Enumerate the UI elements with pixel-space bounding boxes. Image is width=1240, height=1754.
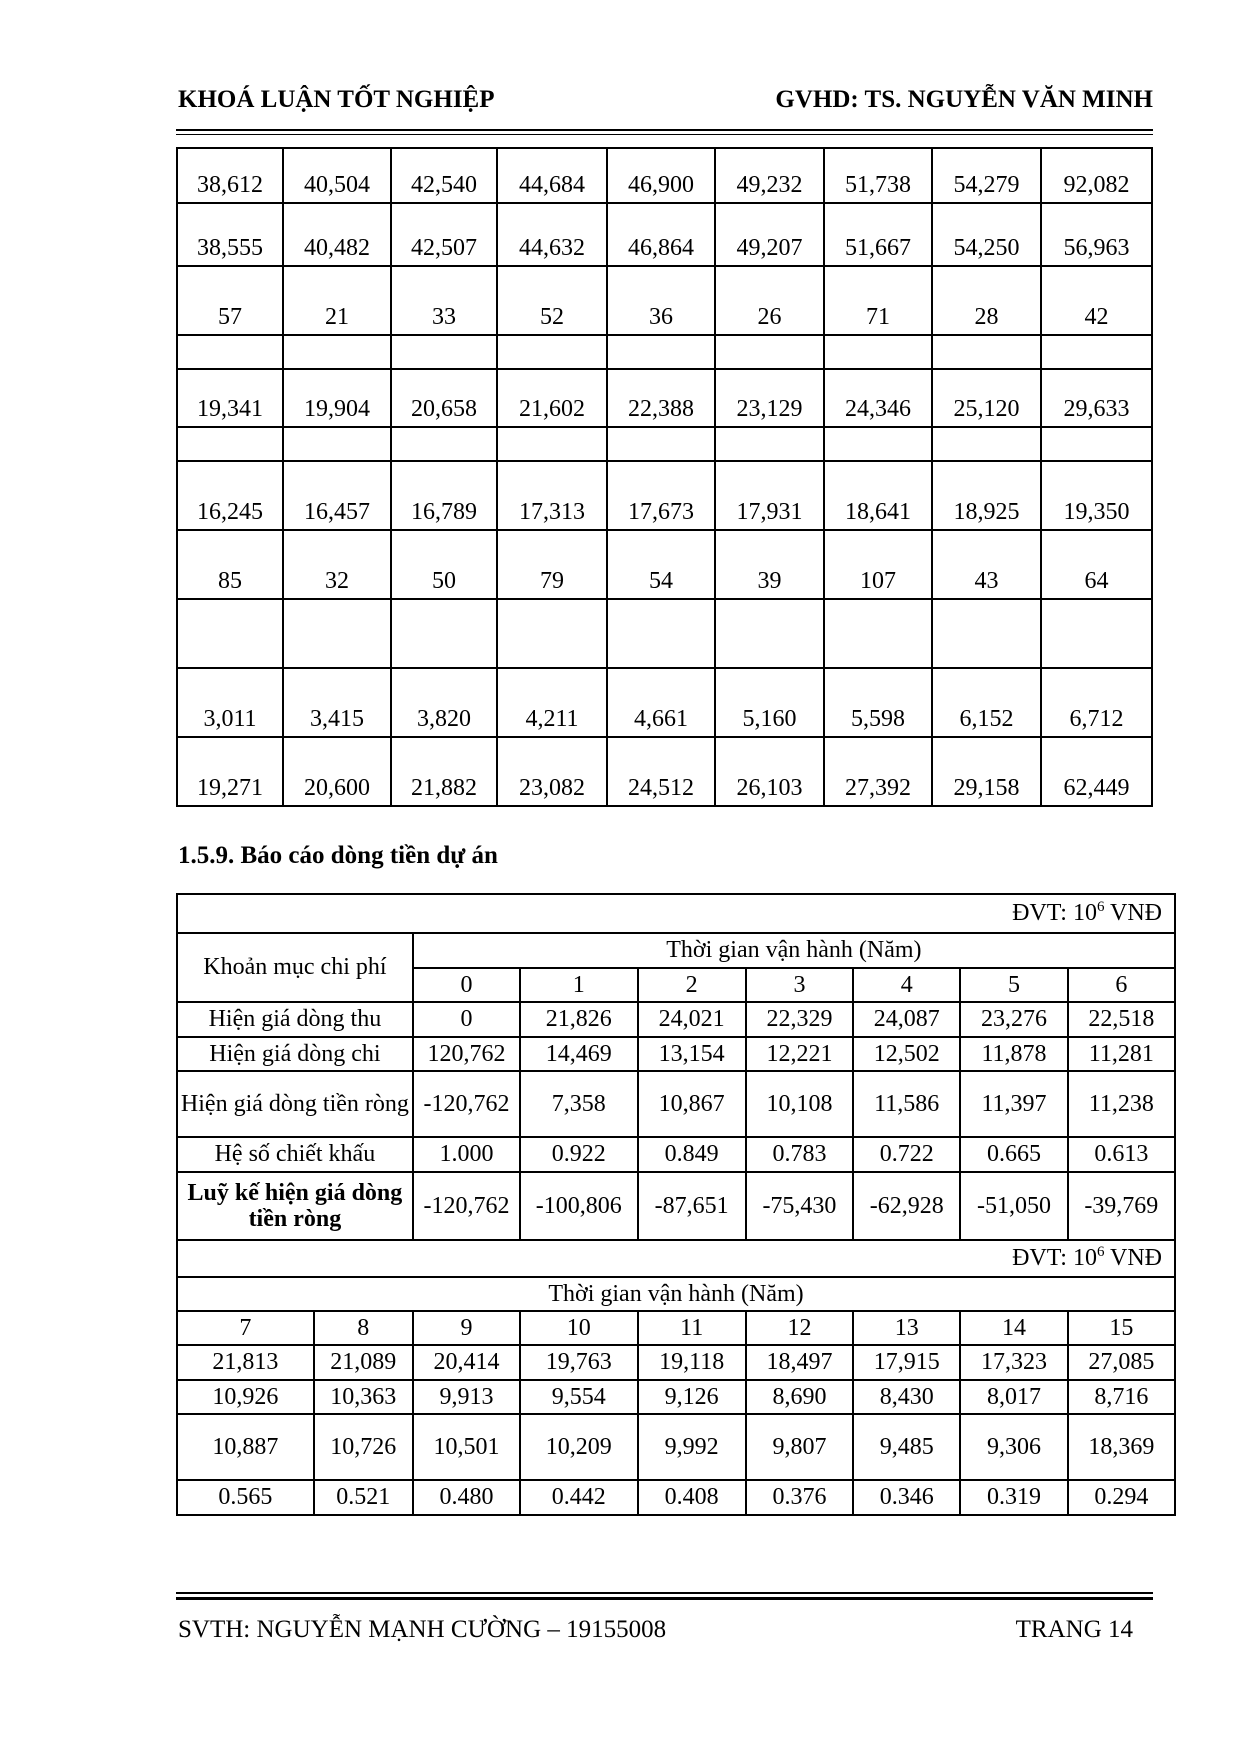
table-cell: 26,103 [715,737,824,806]
table-cell: 18,641 [824,461,932,530]
year-header-cell: 14 [960,1311,1067,1345]
table-cell: 23,129 [715,369,824,427]
unit-label: ĐVT: $10^6$ VNĐ [177,894,1175,933]
table-cell [391,427,497,461]
year-header-cell: 13 [853,1311,960,1345]
table-cell: 40,504 [283,148,391,203]
table-cell [283,335,391,369]
table-cell [607,427,715,461]
table-cell [283,427,391,461]
table-row [177,1071,1175,1137]
table-cell: 44,632 [497,203,607,266]
table-cell: 10,726 [314,1414,413,1480]
table-cell: 0.665 [960,1137,1067,1172]
table-row [177,1037,1175,1071]
table-cell: 40,482 [283,203,391,266]
table-row [177,530,1152,599]
table-cell: -120,762 [413,1071,520,1137]
table-cell: 12,221 [746,1037,853,1071]
table-row [177,461,1152,530]
table-row [177,203,1152,266]
table-cell: 24,021 [638,1002,746,1037]
table-cell [715,427,824,461]
table-cell [177,427,283,461]
table-cell: 4,661 [607,668,715,737]
table-cell [824,335,932,369]
table-cell: 20,414 [413,1345,520,1380]
table-cell: 0.613 [1068,1137,1175,1172]
table-cell [932,335,1041,369]
table-cell [607,599,715,668]
table-cell: 54,279 [932,148,1041,203]
table-row [177,427,1152,461]
table-cell: 11,238 [1068,1071,1175,1137]
header-supervisor: GVHD: TS. NGUYỄN VĂN MINH [775,86,1153,113]
header-rule-thin [176,134,1153,135]
table-cell: 56,963 [1041,203,1152,266]
table-cell: 42,540 [391,148,497,203]
table-cell: 3,820 [391,668,497,737]
year-header-cell: 10 [520,1311,637,1345]
table-cell: 27,085 [1068,1345,1175,1380]
table-cell: 6,712 [1041,668,1152,737]
year-header-cell: 6 [1068,968,1175,1002]
table-cell: 17,323 [960,1345,1067,1380]
table-row [177,1137,1175,1172]
table-row [177,266,1152,335]
table-cell: 22,388 [607,369,715,427]
table-cell: 19,271 [177,737,283,806]
table-cell: -100,806 [520,1172,637,1240]
table-cell: 19,904 [283,369,391,427]
table-cell [715,335,824,369]
cash-flow-rows-b [177,1345,1175,1515]
table-cell: 0.294 [1068,1480,1175,1515]
table-cell: 9,913 [413,1380,520,1414]
table-cell: 92,082 [1041,148,1152,203]
table-cell [1041,427,1152,461]
table-cell [1041,335,1152,369]
table-cell: 10,926 [177,1380,314,1414]
year-header-cell: 12 [746,1311,853,1345]
table-cell: 19,341 [177,369,283,427]
table-cell: -75,430 [746,1172,853,1240]
table-cell: 21,813 [177,1345,314,1380]
table-cell: 20,600 [283,737,391,806]
table-cell [497,427,607,461]
table-cell: 19,118 [638,1345,746,1380]
table-cell: 0.783 [746,1137,853,1172]
table-cell: 17,673 [607,461,715,530]
table-cell: 0.922 [520,1137,637,1172]
table-cell: 9,126 [638,1380,746,1414]
year-header-cell: 8 [314,1311,413,1345]
table-cell: 23,082 [497,737,607,806]
table-cell: 17,313 [497,461,607,530]
table-cell: 19,763 [520,1345,637,1380]
table-cell: 18,925 [932,461,1041,530]
table-cell [177,335,283,369]
table-cell [1041,599,1152,668]
continued-data-table-body [177,148,1152,806]
table-cell: 4,211 [497,668,607,737]
table-row [177,1345,1175,1380]
year-header-cell: 4 [853,968,960,1002]
table-cell: 25,120 [932,369,1041,427]
table-cell: 32 [283,530,391,599]
table-cell: -87,651 [638,1172,746,1240]
row-label: Hệ số chiết khấu [177,1137,413,1172]
table-cell: 23,276 [960,1002,1067,1037]
table-cell [824,599,932,668]
table-row [177,1480,1175,1515]
table-cell: 46,900 [607,148,715,203]
table-cell: 17,931 [715,461,824,530]
table-cell: 8,430 [853,1380,960,1414]
table-cell [391,335,497,369]
year-header-cell: 2 [638,968,746,1002]
table-cell: 26 [715,266,824,335]
table-cell: 49,207 [715,203,824,266]
table-row [177,1172,1175,1240]
table-cell: 0.849 [638,1137,746,1172]
table-cell: 0.480 [413,1480,520,1515]
year-header-cell: 7 [177,1311,314,1345]
unit-label-2: ĐVT: $10^6$ VNĐ [177,1240,1175,1277]
table-cell: 10,363 [314,1380,413,1414]
table-cell: 42,507 [391,203,497,266]
table-cell: 33 [391,266,497,335]
cash-flow-table [176,893,1176,1516]
year-header-cell: 15 [1068,1311,1175,1345]
table-cell: 18,369 [1068,1414,1175,1480]
year-header-cell: 0 [413,968,520,1002]
table-cell: 57 [177,266,283,335]
table-cell: 17,915 [853,1345,960,1380]
footer-rule-thin [176,1592,1153,1594]
table-cell: 64 [1041,530,1152,599]
table-cell [391,599,497,668]
table-cell: 0.722 [853,1137,960,1172]
cash-flow-rows-a [177,1002,1175,1240]
table-cell: 0.521 [314,1480,413,1515]
table-cell: 49,232 [715,148,824,203]
cost-item-header: Khoản mục chi phí [177,933,413,1002]
table-row [177,737,1152,806]
table-cell [932,427,1041,461]
table-row [177,148,1152,203]
table-cell: 0.408 [638,1480,746,1515]
table-cell: -39,769 [1068,1172,1175,1240]
table-cell: 6,152 [932,668,1041,737]
table-cell: 10,108 [746,1071,853,1137]
table-cell [932,599,1041,668]
table-cell: 22,329 [746,1002,853,1037]
row-label: Hiện giá dòng thu [177,1002,413,1037]
table-cell: 24,512 [607,737,715,806]
table-cell: 120,762 [413,1037,520,1071]
table-cell: 12,502 [853,1037,960,1071]
operation-period-header-2: Thời gian vận hành (Năm) [177,1277,1175,1311]
table-cell: 19,350 [1041,461,1152,530]
table-cell [607,335,715,369]
table-cell: 42 [1041,266,1152,335]
table-cell: 107 [824,530,932,599]
row-label: Hiện giá dòng chi [177,1037,413,1071]
table-cell [283,599,391,668]
year-header-cell: 3 [746,968,853,1002]
table-cell: 1.000 [413,1137,520,1172]
table-cell: 21,882 [391,737,497,806]
table-cell: 54,250 [932,203,1041,266]
header-thesis-title: KHOÁ LUẬN TỐT NGHIỆP [178,86,495,113]
table-cell: 85 [177,530,283,599]
table-cell [715,599,824,668]
table-cell: 9,992 [638,1414,746,1480]
table-cell: 18,497 [746,1345,853,1380]
table-cell: 39 [715,530,824,599]
table-cell: 3,415 [283,668,391,737]
table-cell [824,427,932,461]
table-cell: 5,598 [824,668,932,737]
section-title: 1.5.9. Báo cáo dòng tiền dự án [178,842,498,869]
footer-student: SVTH: NGUYỄN MẠNH CƯỜNG – 19155008 [178,1616,667,1643]
table-cell: -120,762 [413,1172,520,1240]
table-cell: 51,738 [824,148,932,203]
table-row [177,335,1152,369]
table-cell: -62,928 [853,1172,960,1240]
table-cell: 38,612 [177,148,283,203]
table-cell: 9,554 [520,1380,637,1414]
table-cell: -51,050 [960,1172,1067,1240]
table-cell: 46,864 [607,203,715,266]
table-cell: 16,789 [391,461,497,530]
table-cell: 79 [497,530,607,599]
table-cell: 5,160 [715,668,824,737]
table-cell: 20,658 [391,369,497,427]
table-cell: 62,449 [1041,737,1152,806]
table-cell: 0.319 [960,1480,1067,1515]
table-cell: 38,555 [177,203,283,266]
row-label: Luỹ kế hiện giá dòng tiền ròng [177,1172,413,1240]
table-cell: 28 [932,266,1041,335]
table-cell: 51,667 [824,203,932,266]
table-row [177,1002,1175,1037]
table-cell: 24,346 [824,369,932,427]
table-cell: 16,457 [283,461,391,530]
table-cell: 54 [607,530,715,599]
table-cell: 16,245 [177,461,283,530]
table-cell: 11,878 [960,1037,1067,1071]
table-cell: 36 [607,266,715,335]
table-cell: 0.376 [746,1480,853,1515]
table-cell: 8,690 [746,1380,853,1414]
table-cell: 44,684 [497,148,607,203]
table-cell: 8,716 [1068,1380,1175,1414]
year-header-cell: 11 [638,1311,746,1345]
table-cell: 10,887 [177,1414,314,1480]
table-cell: 21,602 [497,369,607,427]
table-cell: 10,867 [638,1071,746,1137]
year-header-cell: 1 [520,968,637,1002]
table-cell [177,599,283,668]
table-row [177,1380,1175,1414]
table-row [177,599,1152,668]
table-cell: 11,586 [853,1071,960,1137]
table-cell: 9,306 [960,1414,1067,1480]
table-cell: 27,392 [824,737,932,806]
table-cell: 11,397 [960,1071,1067,1137]
table-row [177,1414,1175,1480]
table-cell: 14,469 [520,1037,637,1071]
table-cell: 7,358 [520,1071,637,1137]
table-cell: 3,011 [177,668,283,737]
table-cell: 21,089 [314,1345,413,1380]
years-row-b [177,1311,1175,1345]
table-cell: 21,826 [520,1002,637,1037]
table-cell: 24,087 [853,1002,960,1037]
table-cell: 29,158 [932,737,1041,806]
table-cell: 21 [283,266,391,335]
table-cell: 0 [413,1002,520,1037]
table-cell: 10,209 [520,1414,637,1480]
footer-rule-thick [176,1597,1153,1600]
table-cell: 11,281 [1068,1037,1175,1071]
table-cell: 9,807 [746,1414,853,1480]
table-cell: 10,501 [413,1414,520,1480]
table-cell: 71 [824,266,932,335]
table-row [177,668,1152,737]
table-cell: 0.565 [177,1480,314,1515]
header-rule-thick [176,129,1153,131]
table-cell: 22,518 [1068,1002,1175,1037]
continued-data-table [176,147,1153,807]
table-cell: 8,017 [960,1380,1067,1414]
table-cell: 0.442 [520,1480,637,1515]
row-label: Hiện giá dòng tiền ròng [177,1071,413,1137]
table-cell: 52 [497,266,607,335]
table-cell [497,335,607,369]
year-header-cell: 5 [960,968,1067,1002]
table-cell: 29,633 [1041,369,1152,427]
operation-period-header: Thời gian vận hành (Năm) [413,933,1175,968]
table-cell: 43 [932,530,1041,599]
table-row [177,369,1152,427]
page-header [178,86,1153,120]
table-cell: 0.346 [853,1480,960,1515]
table-cell: 50 [391,530,497,599]
table-cell: 13,154 [638,1037,746,1071]
table-cell [497,599,607,668]
year-header-cell: 9 [413,1311,520,1345]
footer-page-number: TRANG 14 [1015,1616,1133,1643]
table-cell: 9,485 [853,1414,960,1480]
